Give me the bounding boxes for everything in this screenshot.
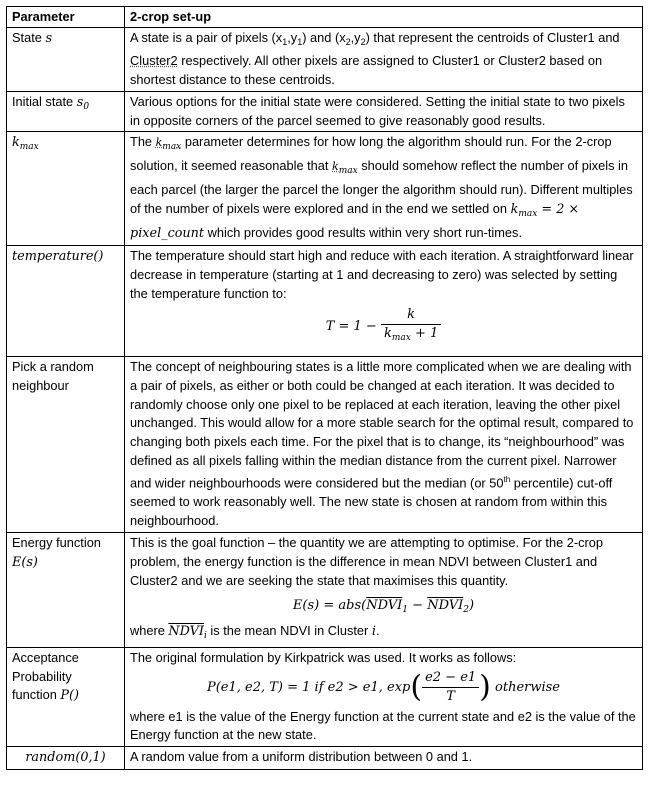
acceptance-description bbox=[125, 647, 643, 747]
table-header-row bbox=[7, 7, 643, 28]
temperature-text: The temperature should start high and reduce with each iteration. A straightforward linear decrease in temperature (starting at 1 and decreasing to zero) was selected by setting the temperature function to: bbox=[130, 247, 634, 301]
energy-text: This is the goal function – the quantity we are attempting to optimise. For the 2-crop problem, the energy function is the difference in mean NDVI between Cluster1 and Cluster2 and we are seeking the state that maximises this quantity. bbox=[130, 535, 604, 588]
acceptance-equation: P(e1, e2, T) = 1 if e2 > e1, exp( $\frac{e2 - e1}{T}$ ) otherwise bbox=[206, 669, 561, 705]
parameter-table bbox=[6, 6, 643, 770]
energy-where: where $NDVI_i$ is the mean NDVI in Cluster i. bbox=[130, 622, 380, 641]
kmax-label: $k_{max}$ bbox=[7, 132, 125, 246]
table-row-temperature bbox=[7, 245, 643, 356]
initial-state-label: Initial state $s_0$ bbox=[7, 91, 125, 132]
table-row-kmax bbox=[7, 132, 643, 246]
energy-equation: $E(s) = abs(NDVI_1$ − $NDVI_2$) bbox=[292, 597, 475, 615]
temperature-label: temperature() bbox=[7, 245, 125, 356]
acceptance-text: The original formulation by Kirkpatrick was used. It works as follows: bbox=[130, 649, 517, 665]
kmax-description: The $k_{max}$ parameter determines for how long the algorithm should run. For the 2-crop solution, it seemed reasonable that $k_{max}$ should somehow reflect the number of pixels in each parcel (the larger the parcel the longer the algorithm should run). Different multiples of the number of pixels were explored and in the end we settled on $k_{max} = 2$ × pixel_count which provides good results within very short run-times. bbox=[125, 132, 643, 246]
random-description: A random value from a uniform distribution between 0 and 1. bbox=[125, 747, 643, 770]
neighbour-label: Pick a random neighbour bbox=[7, 356, 125, 532]
table-row-energy bbox=[7, 533, 643, 648]
temperature-description bbox=[125, 245, 643, 356]
neighbour-description: The concept of neighbouring states is a little more complicated when we are dealing with a pair of pixels, as either or both could be changed at each iteration. It was decided to randomly choose only one pixel to be replaced at each iteration, leaving the other pixel unchanged. This would allow for a more stable search for the optimal result, compared to changing both pixels each time. For the pixel that is to change, its “neighbourhood” was defined as all pixels falling within the median distance from the current pixel. Narrower and wider neighbourhoods were considered but the median (or 50th percentile) cut-off seemed to work reasonably well. The new state is chosen at random from within this neighbourhood. bbox=[125, 356, 643, 532]
table-row-neighbour bbox=[7, 356, 643, 532]
header-setup: 2-crop set-up bbox=[125, 7, 643, 28]
temperature-equation: T = 1 − $\frac{k}{k_{max} + 1}$ bbox=[130, 304, 637, 355]
table-row-acceptance bbox=[7, 647, 643, 747]
initial-state-description: Various options for the initial state were considered. Setting the initial state to two pixels in opposite corners of the parcel seemed to give reasonably good results. bbox=[125, 91, 643, 132]
acceptance-label: Acceptance Probability function P() bbox=[7, 647, 125, 747]
state-label: State s bbox=[7, 27, 125, 91]
energy-description bbox=[125, 533, 643, 648]
acceptance-where: where e1 is the value of the Energy function at the current state and e2 is the value of the Energy function at the new state. bbox=[130, 708, 636, 743]
state-description: A state is a pair of pixels $(x_1,y_1)$ and $(x_2,y_2)$ that represent the centroids of Cluster1 and Cluster2 respectively. All other pixels are assigned to Cluster1 or Cluster2 based on shortest distance to these centroids. bbox=[125, 27, 643, 91]
random-label: random(0,1) bbox=[7, 747, 125, 770]
header-parameter: Parameter bbox=[7, 7, 125, 28]
table-row-random bbox=[7, 747, 643, 770]
table-row-state bbox=[7, 27, 643, 91]
energy-label: Energy function E(s) bbox=[7, 533, 125, 648]
table-row-initial-state bbox=[7, 91, 643, 132]
